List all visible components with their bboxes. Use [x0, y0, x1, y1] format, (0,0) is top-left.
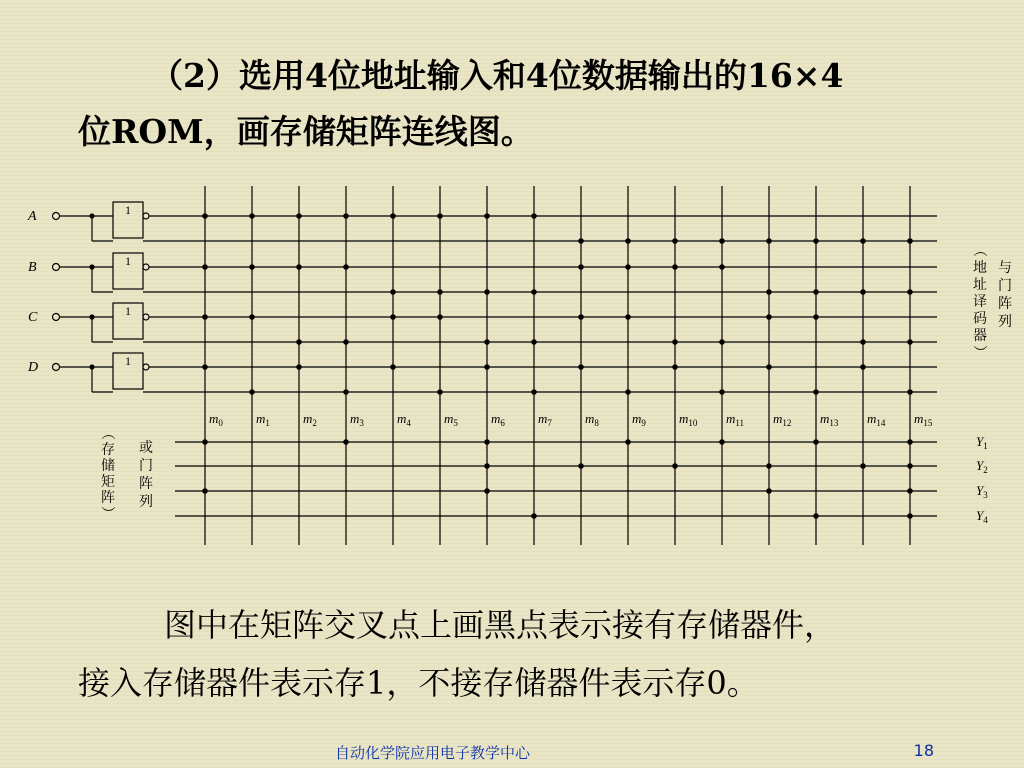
svg-text:器: 器 [973, 329, 987, 344]
svg-text:码: 码 [973, 312, 987, 327]
and-array-dot [766, 238, 772, 244]
svg-text:矩: 矩 [101, 475, 115, 490]
and-array-dot [484, 289, 490, 295]
and-array-dot [296, 264, 302, 270]
and-array-dot [672, 238, 678, 244]
and-array-dot [766, 289, 772, 295]
and-array-dot [343, 264, 349, 270]
minterm-label: $m_7$ [538, 411, 552, 428]
output-label-y2: $Y_2$ [976, 458, 988, 475]
minterm-label: $m_3$ [350, 411, 364, 428]
and-array-dot [578, 264, 584, 270]
and-array-dot [578, 238, 584, 244]
and-array-dot [860, 289, 866, 295]
inverter-bubble [143, 264, 149, 270]
and-array-dot [813, 389, 819, 395]
inverter-label: 1 [125, 203, 131, 217]
minterm-label: $m_4$ [397, 411, 411, 428]
inverter-label: 1 [125, 304, 131, 318]
and-array-dot [719, 339, 725, 345]
caption-line-2: 接入存储器件表示存1，不接存储器件表示存0。 [78, 664, 759, 702]
and-array-dot [813, 289, 819, 295]
minterm-label: $m_{10}$ [679, 411, 698, 428]
or-array-dot [202, 488, 208, 494]
minterm-label: $m_5$ [444, 411, 458, 428]
and-array-dot [437, 289, 443, 295]
or-array-dot [860, 463, 866, 469]
and-array-dot [625, 264, 631, 270]
and-array-dot [202, 314, 208, 320]
footer [0, 732, 1024, 768]
inverter-label: 1 [125, 254, 131, 268]
input-label-c: C [28, 310, 38, 325]
minterm-label: $m_{12}$ [773, 411, 792, 428]
and-array-dot [249, 264, 255, 270]
and-array-dot [343, 213, 349, 219]
and-array-dot [719, 238, 725, 244]
and-array-dot [766, 314, 772, 320]
or-array-dot [484, 439, 490, 445]
and-array-dot [860, 339, 866, 345]
title-line-1: （2）选用4位地址输入和4位数据输出的16×4 [150, 56, 844, 95]
and-array-note [971, 243, 987, 359]
and-array-dot [531, 213, 537, 219]
input-label-a: A [28, 209, 37, 224]
or-array-dot [813, 513, 819, 519]
input-label-b: B [28, 260, 37, 275]
and-array-dot [202, 264, 208, 270]
output-label-y3: $Y_3$ [976, 483, 988, 500]
input-terminal-d [53, 364, 60, 371]
input-terminal-c [53, 314, 60, 321]
and-array-dot [719, 264, 725, 270]
minterm-label: $m_{11}$ [726, 411, 745, 428]
svg-text:（: （ [99, 426, 114, 440]
and-array-dot [578, 314, 584, 320]
minterm-label: $m_{13}$ [820, 411, 839, 428]
or-array-dot [719, 439, 725, 445]
or-array-dot [484, 463, 490, 469]
svg-text:）: ） [99, 506, 114, 520]
and-array-dot [390, 314, 396, 320]
and-array-dot [249, 213, 255, 219]
svg-text:门: 门 [139, 459, 153, 474]
minterm-label: $m_0$ [209, 411, 223, 428]
and-array-dot [907, 289, 913, 295]
svg-text:存: 存 [101, 443, 115, 458]
and-array-dot [343, 389, 349, 395]
and-array-dot [202, 213, 208, 219]
and-array-dot [484, 213, 490, 219]
and-array-dot [390, 364, 396, 370]
svg-text:地: 地 [973, 261, 987, 276]
and-array-dot [531, 389, 537, 395]
title-line-2: 位ROM，画存储矩阵连线图。 [78, 112, 534, 151]
svg-text:）: ） [971, 345, 986, 359]
svg-text:储: 储 [101, 459, 115, 474]
svg-text:阵: 阵 [998, 297, 1012, 312]
and-array-dot [484, 339, 490, 345]
or-array-dot [672, 463, 678, 469]
and-array-dot [813, 314, 819, 320]
and-array-dot [625, 238, 631, 244]
and-array-dot [437, 213, 443, 219]
minterm-label: $m_1$ [256, 411, 270, 428]
or-array-dot [766, 463, 772, 469]
minterm-label: $m_{15}$ [914, 411, 933, 428]
footer-text: 自动化学院应用电子教学中心 [335, 744, 531, 762]
svg-text:门: 门 [998, 279, 1012, 294]
or-array-dot [578, 463, 584, 469]
svg-text:译: 译 [973, 295, 987, 310]
and-array-dot [249, 314, 255, 320]
and-array-dot [860, 364, 866, 370]
and-array-dot [672, 264, 678, 270]
svg-text:阵: 阵 [101, 491, 115, 506]
caption-line-1: 图中在矩阵交叉点上画黑点表示接有存储器件， [164, 606, 837, 644]
and-array-dot [766, 364, 772, 370]
and-array-dot [531, 339, 537, 345]
output-label-y4: $Y_4$ [976, 508, 988, 525]
inverter-bubble [143, 364, 149, 370]
or-array-dot [531, 513, 537, 519]
and-array-dot [672, 364, 678, 370]
or-array-dot [625, 439, 631, 445]
minterm-label: $m_2$ [303, 411, 317, 428]
and-array-dot [296, 213, 302, 219]
and-array-dot [907, 389, 913, 395]
and-array-dot [625, 314, 631, 320]
svg-text:或: 或 [139, 441, 153, 456]
and-array-label [998, 260, 1012, 330]
and-array-dot [343, 339, 349, 345]
and-array-dot [860, 238, 866, 244]
or-array-dot [907, 439, 913, 445]
and-array-dot [296, 339, 302, 345]
input-label-d: D [28, 360, 39, 375]
and-array-dot [437, 389, 443, 395]
or-array-dot [907, 488, 913, 494]
and-array-dot [625, 389, 631, 395]
or-array-dot [907, 513, 913, 519]
svg-text:（: （ [971, 243, 986, 257]
caption [78, 596, 1008, 712]
and-array-dot [249, 389, 255, 395]
inverter-label: 1 [125, 354, 131, 368]
or-array-dot [343, 439, 349, 445]
input-terminal-b [53, 264, 60, 271]
inverter-bubble [143, 314, 149, 320]
and-array-dot [531, 289, 537, 295]
or-array-dot [484, 488, 490, 494]
output-label-y1: $Y_1$ [976, 434, 988, 451]
page-number: 18 [913, 741, 934, 760]
or-array-dot [813, 439, 819, 445]
and-array-dot [813, 238, 819, 244]
or-array-note [99, 426, 115, 520]
minterm-label: $m_6$ [491, 411, 505, 428]
svg-text:址: 址 [973, 278, 987, 293]
svg-text:与: 与 [998, 261, 1012, 276]
and-array-dot [437, 314, 443, 320]
svg-text:列: 列 [139, 495, 153, 510]
and-array-dot [390, 213, 396, 219]
and-array-dot [202, 364, 208, 370]
or-array-label [139, 440, 153, 510]
svg-text:列: 列 [998, 315, 1012, 330]
and-array-dot [484, 364, 490, 370]
and-array-dot [672, 339, 678, 345]
minterm-label: $m_8$ [585, 411, 599, 428]
minterm-label: $m_{14}$ [867, 411, 886, 428]
or-array-dot [766, 488, 772, 494]
and-array-dot [907, 238, 913, 244]
svg-text:阵: 阵 [139, 477, 153, 492]
minterm-label: $m_9$ [632, 411, 646, 428]
and-array-dot [719, 389, 725, 395]
and-array-dot [390, 289, 396, 295]
inverter-bubble [143, 213, 149, 219]
and-array-dot [296, 364, 302, 370]
or-array-dot [202, 439, 208, 445]
input-terminal-a [53, 213, 60, 220]
and-array-dot [907, 339, 913, 345]
and-array-dot [578, 364, 584, 370]
or-array-dot [907, 463, 913, 469]
